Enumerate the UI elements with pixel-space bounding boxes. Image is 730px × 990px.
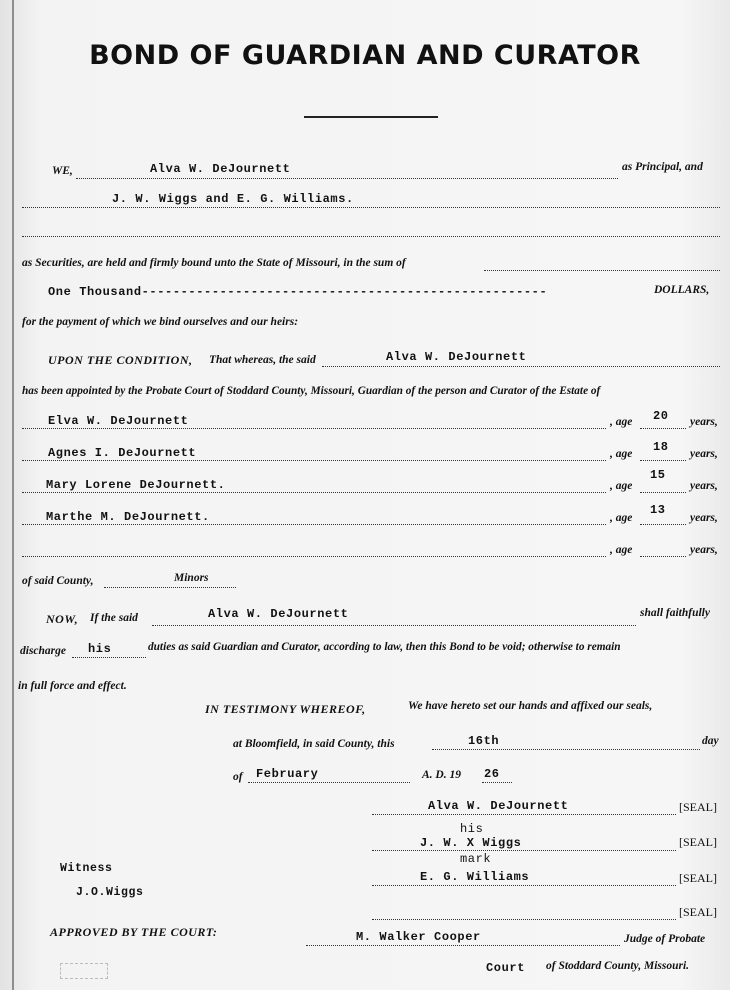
now-label: NOW, (46, 612, 79, 626)
approved-label: APPROVED BY THE COURT: (50, 925, 218, 939)
testimony-text: We have hereto set our hands and affixed our seals, (408, 700, 653, 712)
blank-line (22, 236, 720, 237)
payment-text: for the payment of which we bind ourselves and our heirs: (22, 316, 299, 328)
minor-age: 13 (650, 503, 666, 517)
seal-label: [SEAL] (679, 871, 717, 885)
minor-name: Elva W. DeJournett (48, 414, 189, 428)
seal-label: [SEAL] (679, 905, 717, 919)
age-label: , age (610, 544, 633, 556)
minor-name: Agnes I. DeJournett (48, 446, 197, 460)
amount-words: One Thousand---------------------------------------------------- (48, 285, 548, 299)
year-value: 26 (484, 767, 500, 781)
signature-name: J. W. X Wiggs (420, 836, 522, 850)
principal-name: Alva W. DeJournett (150, 162, 291, 176)
judge-name: M. Walker Cooper (356, 930, 481, 944)
principal-line (76, 178, 618, 179)
shall-faithfully: shall faithfully (640, 607, 710, 619)
minor-age: 20 (653, 409, 669, 423)
minor-name: Mary Lorene DeJournett. (46, 478, 226, 492)
mark-label: mark (460, 852, 492, 866)
faded-stamp (60, 963, 108, 979)
dollars-label: DOLLARS, (654, 284, 710, 296)
full-force-text: in full force and effect. (18, 680, 127, 692)
age-label: , age (610, 448, 633, 460)
discharge-text: duties as said Guardian and Curator, according to law, then this Bond to be void; otherwise to remain (148, 641, 621, 653)
document-title: BOND OF GUARDIAN AND CURATOR (89, 40, 641, 71)
day-label: day (702, 735, 719, 747)
years-label: years, (690, 544, 718, 556)
month-value: February (256, 767, 319, 781)
we-label: WE, (52, 165, 73, 177)
age-label: , age (610, 416, 633, 428)
minor-age: 15 (650, 468, 666, 482)
years-label: years, (690, 512, 718, 524)
condition-label: UPON THE CONDITION, (48, 353, 193, 367)
condition-line (322, 366, 720, 367)
condition-text: That whereas, the said (209, 354, 316, 366)
years-label: years, (690, 448, 718, 460)
county-value: Minors (174, 572, 209, 584)
signature-name: E. G. Williams (420, 870, 530, 884)
his-label: his (460, 822, 484, 836)
court-county: of Stoddard County, Missouri. (546, 960, 690, 972)
seal-label: [SEAL] (679, 835, 717, 849)
title-rule (304, 116, 438, 118)
age-label: , age (610, 480, 633, 492)
signature-name: Alva W. DeJournett (428, 799, 569, 813)
day-value: 16th (468, 734, 500, 748)
securities-text: as Securities, are held and firmly bound unto the State of Missouri, in the sum of (22, 257, 406, 269)
of-label: of (233, 771, 243, 783)
ad-label: A. D. 19 (422, 769, 461, 781)
testimony-label: IN TESTIMONY WHEREOF, (205, 702, 366, 716)
place-text: at Bloomfield, in said County, this (233, 738, 395, 750)
condition-name: Alva W. DeJournett (386, 350, 527, 364)
witness-name: J.O.Wiggs (76, 886, 144, 899)
discharge-pronoun: his (88, 642, 112, 656)
margin-line (12, 0, 14, 990)
county-prefix: of said County, (22, 575, 94, 587)
securities-names: J. W. Wiggs and E. G. Williams. (112, 192, 354, 206)
as-principal-label: as Principal, and (622, 161, 703, 173)
sum-line (484, 270, 720, 271)
age-label: , age (610, 512, 633, 524)
securities-line (22, 207, 720, 208)
discharge-prefix: discharge (20, 645, 66, 657)
seal-label: [SEAL] (679, 800, 717, 814)
minor-name: Marthe M. DeJournett. (46, 510, 210, 524)
appointed-text: has been appointed by the Probate Court of Stoddard County, Missouri, Guardian of the person and Curator of the Estate of (22, 385, 601, 397)
years-label: years, (690, 480, 718, 492)
years-label: years, (690, 416, 718, 428)
minor-age: 18 (653, 440, 669, 454)
now-name: Alva W. DeJournett (208, 607, 349, 621)
witness-label: Witness (60, 862, 113, 875)
court-label: Court (486, 961, 526, 975)
judge-title: Judge of Probate (624, 933, 706, 945)
now-text: If the said (90, 612, 138, 624)
